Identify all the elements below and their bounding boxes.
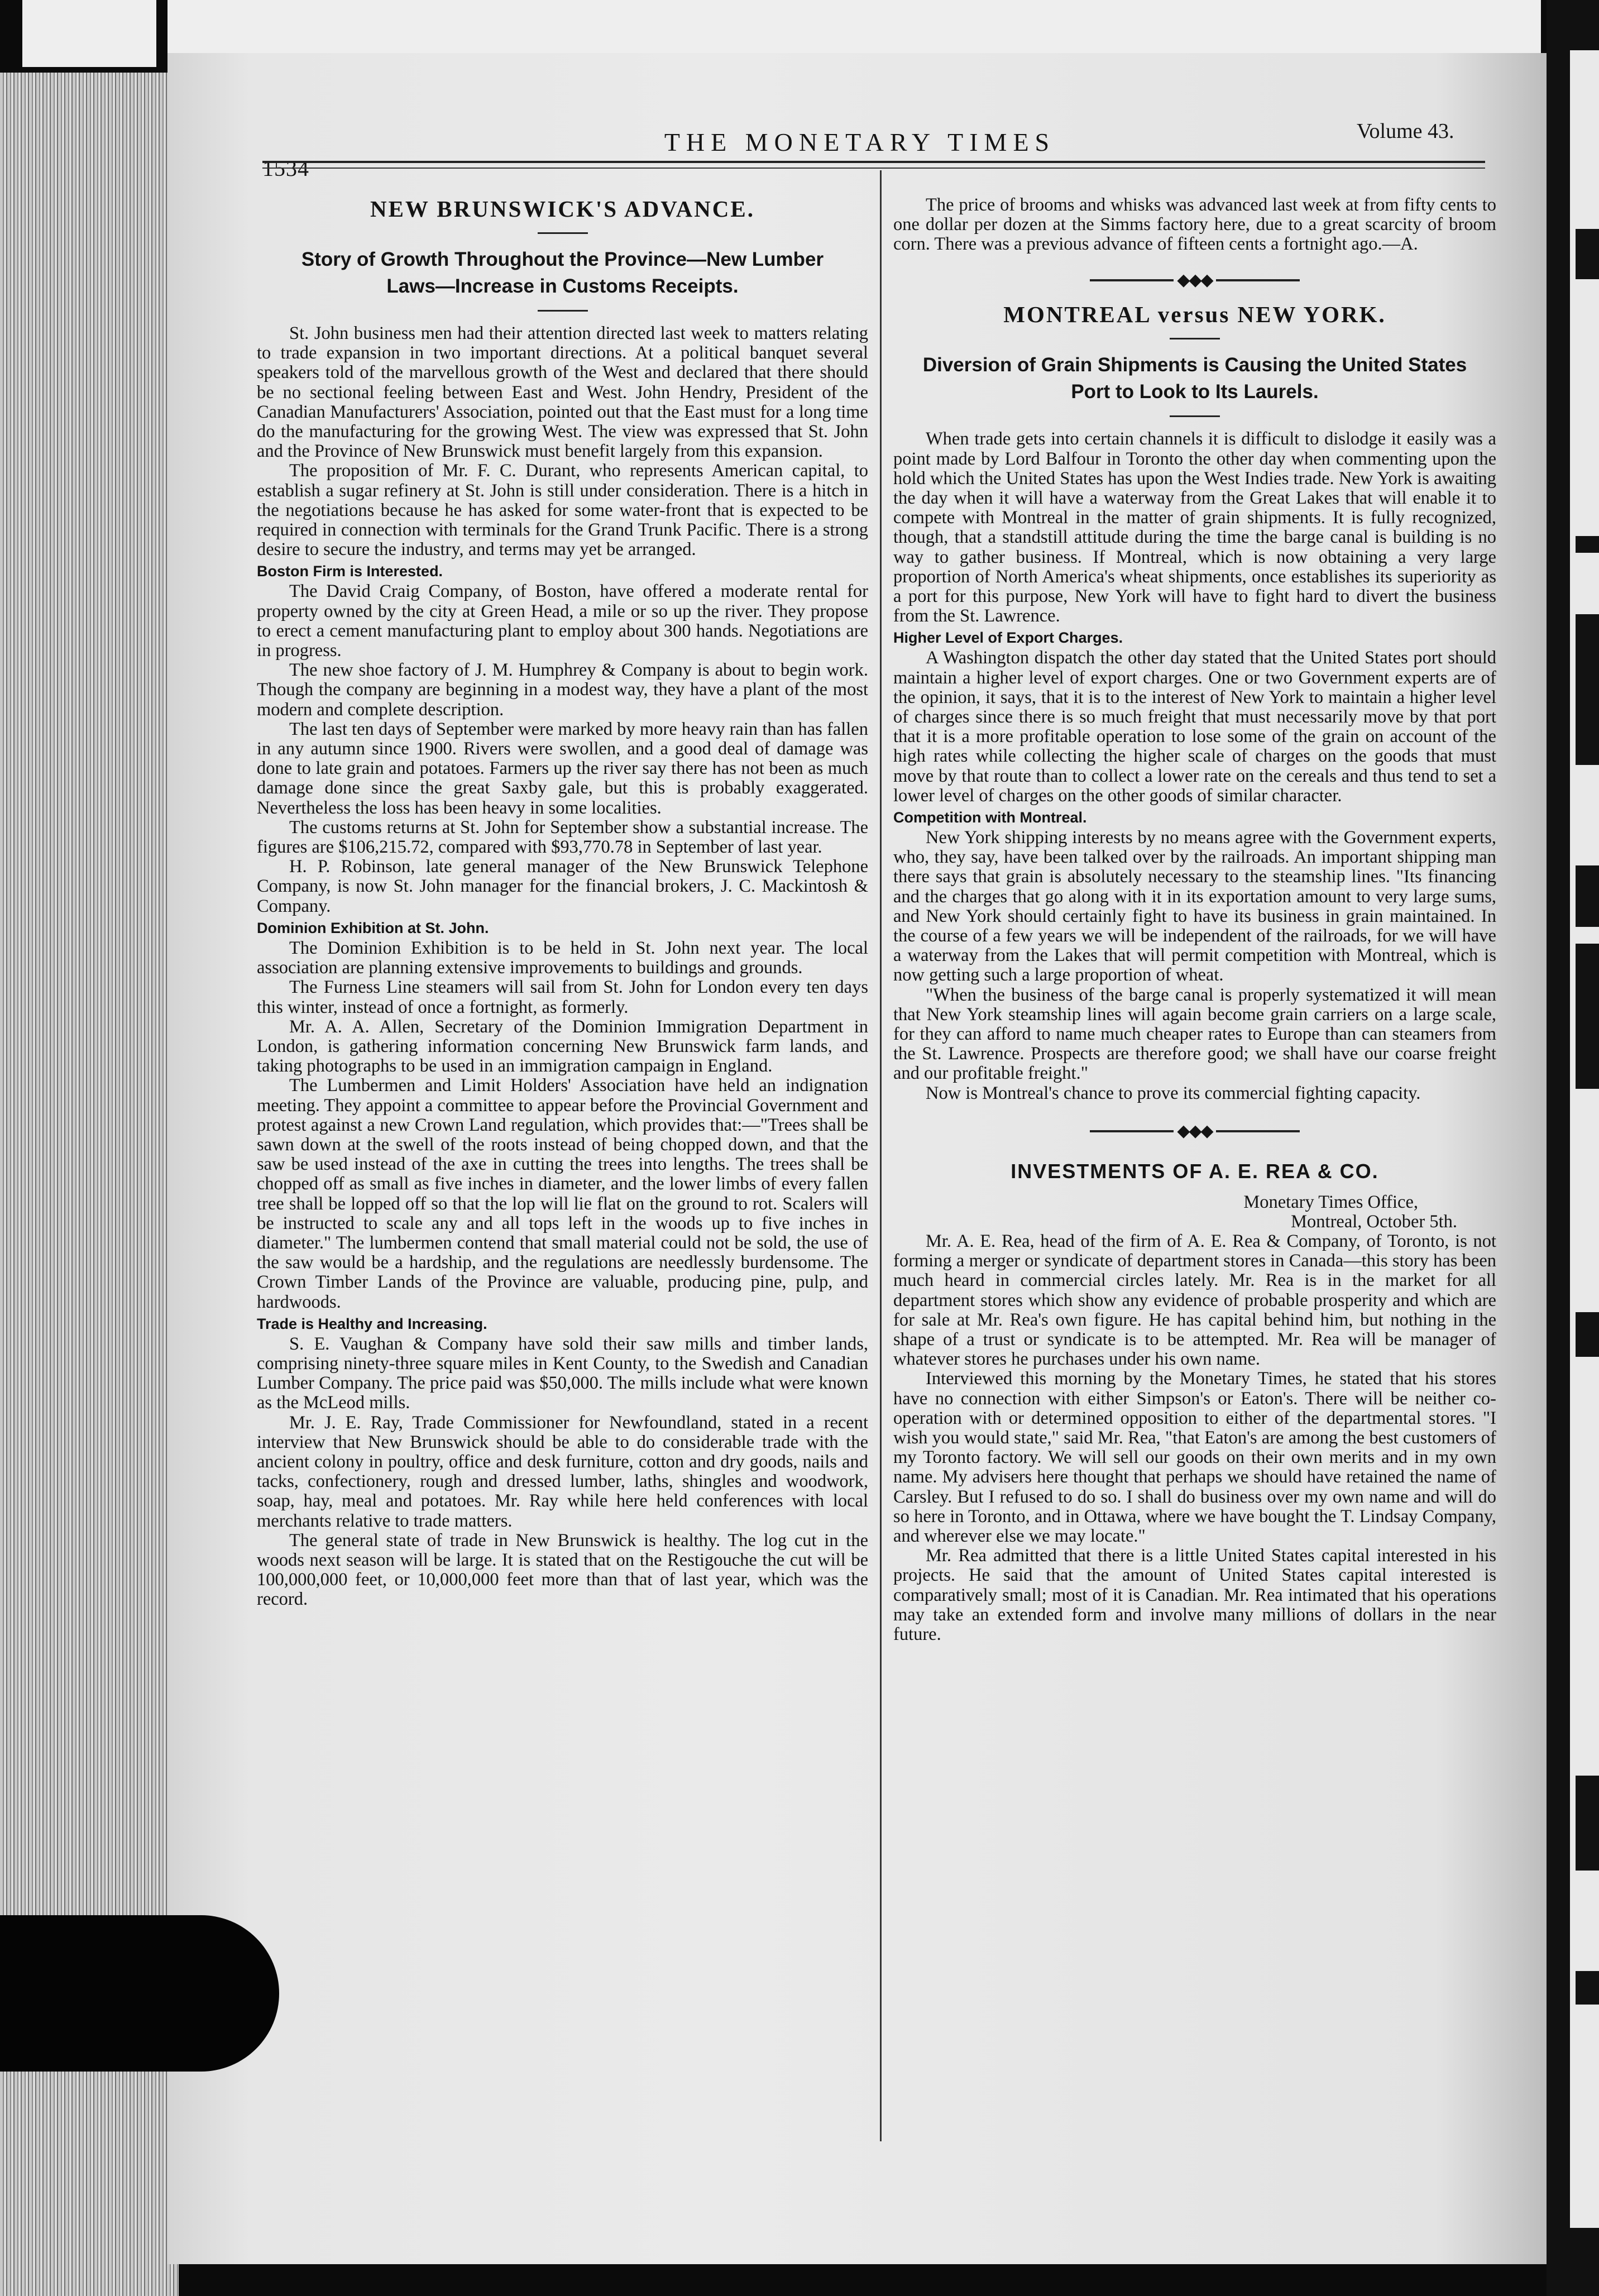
dateline: Monetary Times Office, (1243, 1192, 1418, 1212)
paragraph: Interviewed this morning by the Monetary Times, he stated that his stores have no connection with either Simpson's or Eaton's. There will be neither co-operation with or determined opposition to either of the departmental stores. "I wish you would state," said Mr. Rea, "that Eaton's are among the best customers of my Toronto factory. We will sell our goods on their own merits and in my own name. My advisers here thought that perhaps we should have retained the name of Carsley. But I refused to do so. I shall do business over my own name and will do so here in Toronto, and in Ottawa, where we have bought the T. Lindsay Company, and wherever else we may locate." (893, 1369, 1496, 1546)
section-ornament: ◆◆◆ (893, 1120, 1496, 1141)
header-rule (262, 161, 1485, 163)
section-subhead: Trade is Healthy and Increasing. (257, 1315, 487, 1332)
page-number: 1534 (262, 156, 309, 181)
paragraph: Mr. A. A. Allen, Secretary of the Dominion Immigration Department in London, is gathering information concerning New Brunswick farm lands, and taking photographs to be used in an immigration campaign in England. (257, 1016, 868, 1077)
scan-margin (22, 0, 156, 67)
paragraph: New York shipping interests by no means agree with the Government experts, who, they say, have been talked over by the railroads. An important shipping man there says that grain is absolutely necessary to the steamship lines. "Its financing and the charges that go along with it in its exportation amount to very large sums, and New York should certainly fight to have its business in grain maintained. In the course of a few years we will be independent of the railroads, for we will have a waterway from the Lakes that will permit competition with Montreal, which is now getting such a large proportion of wheat. (893, 827, 1496, 986)
column-rule (880, 170, 882, 2141)
section-subhead: Boston Firm is Interested. (257, 563, 443, 580)
paragraph: The proposition of Mr. F. C. Durant, who represents American capital, to establish a sugar refinery at St. John is still under consideration. There is a hitch in the negotiations because he has asked for some water-front that is expected to be required in connection with terminals for the Grand Trunk Pacific. There is a strong desire to secure the industry, and terms may yet be arranged. (257, 461, 868, 560)
paragraph: The new shoe factory of J. M. Humphrey & Company is about to begin work. Though the company are beginning in a modest way, they have a plant of the most modern and complete description. (257, 660, 868, 720)
article-deck: Story of Growth Throughout the Province—New Lumber Laws—Increase in Customs Receipts. (301, 248, 824, 297)
paragraph: The Dominion Exhibition is to be held in St. John next year. The local association are planning extensive improvements to buildings and grounds. (257, 937, 868, 978)
paragraph: Mr. Rea admitted that there is a little United States capital interested in his projects. He said that the amount of United States capital interested is comparatively small; most of it is Canadian. Mr. Rea intimated that his operations may take an extended form and involve many millions of dollars in the near future. (893, 1546, 1496, 1644)
article-headline: NEW BRUNSWICK'S ADVANCE. (370, 196, 755, 222)
deck-rule (538, 310, 588, 312)
paragraph: The general state of trade in New Brunswick is healthy. The log cut in the woods next season will be large. It is stated that on the Restigouche the cut will be 100,000,000 feet, or 10,000,000 feet more than that of last year, which was the record. (257, 1530, 868, 1610)
section-subhead: Higher Level of Export Charges. (893, 629, 1123, 647)
paragraph: H. P. Robinson, late general manager of the New Brunswick Telephone Company, is now St. John manager for the financial brokers, J. C. Mackintosh & Company. (257, 857, 868, 916)
headline-rule (538, 232, 588, 234)
article-headline: INVESTMENTS OF A. E. REA & CO. (1011, 1159, 1379, 1183)
paragraph: The customs returns at St. John for September show a substantial increase. The figures are $106,215.72, compared with $93,770.78 in September of last year. (257, 817, 868, 858)
paragraph: "When the business of the barge canal is properly systematized it will mean that New York steamship lines will again become grain carriers on a large scale, for they can afford to name much cheaper rates to Europe than can steamers from the St. Lawrence. Prospects are therefore good; we shall have our coarse freight and our profitable freight." (893, 984, 1496, 1084)
section-ornament: ◆◆◆ (893, 269, 1496, 290)
paragraph: The price of brooms and whisks was advanced last week at from fifty cents to one dollar per dozen at the Simms factory here, due to a great scarcity of broom corn. There was a previous advance of fifteen cents a fortnight ago.—A. (893, 195, 1496, 255)
article-headline: MONTREAL versus NEW YORK. (1003, 302, 1386, 328)
paragraph: A Washington dispatch the other day stated that the United States port should maintain a higher level of export charges. One or two Government experts are of the opinion, it says, that it is to the interest of New York to maintain a higher level of charges since there is so much freight that must necessarily move by that port that it is a more profitable operation to lose some of the grain on account of the high rates while collecting the higher scale of charges on the goods that must move by that route than to collect a lower rate on the cereals and thus tend to set a lower level of charges on the other goods of similar character. (893, 648, 1496, 806)
left-column (257, 184, 868, 1610)
paragraph: Now is Montreal's chance to prove its commercial fighting capacity. (926, 1083, 1421, 1103)
volume-label: Volume 43. (1357, 119, 1454, 143)
right-column (893, 195, 1496, 1644)
deck-rule (1170, 415, 1220, 417)
dateline: Montreal, October 5th. (1291, 1211, 1457, 1232)
section-subhead: Dominion Exhibition at St. John. (257, 919, 489, 936)
paragraph: The Furness Line steamers will sail from St. John for London every ten days this winter, instead of once a fortnight, as formerly. (257, 977, 868, 1017)
section-subhead: Competition with Montreal. (893, 809, 1087, 826)
paragraph: Mr. A. E. Rea, head of the firm of A. E. Rea & Company, of Toronto, is not forming a merger or syndicate of department stores in Canada—this story has been much heard in commercial circles lately. Mr. Rea is in the market for all department stores which show any evidence of probable prosperity and which are for sale at Mr. Rea's own figure. He has capital behind him, but nothing in the shape of a trust or syndicate is to be attempted. Mr. Rea will be manager of whatever stores he purchases under his own name. (893, 1231, 1496, 1370)
thumb-shadow (0, 1915, 279, 2072)
paragraph: The last ten days of September were marked by more heavy rain than has fallen in any autumn since 1900. Rivers were swollen, and a good deal of damage was done to late grain and potatoes. Farmers up the river say there has not been as much damage done since the great Saxby gale, but this is probably exaggerated. Nevertheless the loss has been heavy in some localities. (257, 719, 868, 818)
paragraph: Mr. J. E. Ray, Trade Commissioner for Newfoundland, stated in a recent interview that New Brunswick should be able to do considerable trade with the ancient colony in poultry, office and desk furniture, cotton and dry goods, nails and tacks, confectionery, rough and dressed lumber, laths, shingles and woodwork, soap, hay, meal and potatoes. Mr. Ray while here held conferences with local merchants relative to trade matters. (257, 1412, 868, 1531)
paragraph: S. E. Vaughan & Company have sold their saw mills and timber lands, comprising ninety-three square miles in Kent County, to the Swedish and Canadian Lumber Company. The price paid was $50,000. The mills include what were known as the McLeod mills. (257, 1333, 868, 1413)
header-rule (262, 168, 1485, 169)
journal-title: THE MONETARY TIMES (664, 128, 1056, 156)
paragraph: St. John business men had their attention directed last week to matters relating to trade expansion in two important directions. At a political banquet several speakers told of the marvellous growth of the West and declared that there should be no sectional feeling between East and West. John Hendry, President of the Canadian Manufacturers' Association, pointed out that the East must for a long time do the manufacturing for the growing West. The view was expressed that St. John and the Province of New Brunswick must benefit largely from this expansion. (257, 323, 868, 462)
paragraph: The Lumbermen and Limit Holders' Association have held an indignation meeting. They appoint a committee to appear before the Provincial Government and protest against a new Crown Land regulation, which provides that:—"Trees shall be sawn down at the swell of the roots instead of being chopped down, and that the saw be used instead of the axe in cutting the trees into lengths. The trees shall be chopped off as small as five inches in diameter, and the lower limbs of every fallen tree shall be lopped off so that the lop will lie flat on the ground to rot. Scalers will be instructed to scale any and all tops left in the woods up to five inches in diameter." The lumbermen contend that small material could not be sold, the use of the saw would be a hardship, and the regulations are needlessly burdensome. The Crown Timber Lands of the Province are valuable, producing pine, pulp, and hardwoods. (257, 1075, 869, 1312)
article-deck: Diversion of Grain Shipments is Causing the United States Port to Look to Its Laurels. (922, 354, 1467, 403)
paragraph: When trade gets into certain channels it is difficult to dislodge it easily was a point made by Lord Balfour in Toronto the other day when commenting upon the hold which the United States has upon the West Indies trade. New York is awaiting the day when it will have a waterway from the Great Lakes that will enable it to compete with Montreal in the matter of grain shipments. It is fully recognized, though, that a standstill attitude during the time the barge canal is building is no way to gather business. If Montreal, which is now obtaining a very large proportion of North America's wheat shipments, once establishes its superiority as a port for this purpose, New York will have to fight hard to divert the business from the St. Lawrence. (893, 429, 1496, 626)
adjacent-page-strip (1570, 50, 1599, 2228)
headline-rule (1170, 338, 1220, 339)
paragraph: The David Craig Company, of Boston, have offered a moderate rental for property owned by the city at Green Head, a mile or so up the river. They propose to erect a cement manufacturing plant to employ about 300 hands. Negotiations are in progress. (257, 581, 868, 661)
